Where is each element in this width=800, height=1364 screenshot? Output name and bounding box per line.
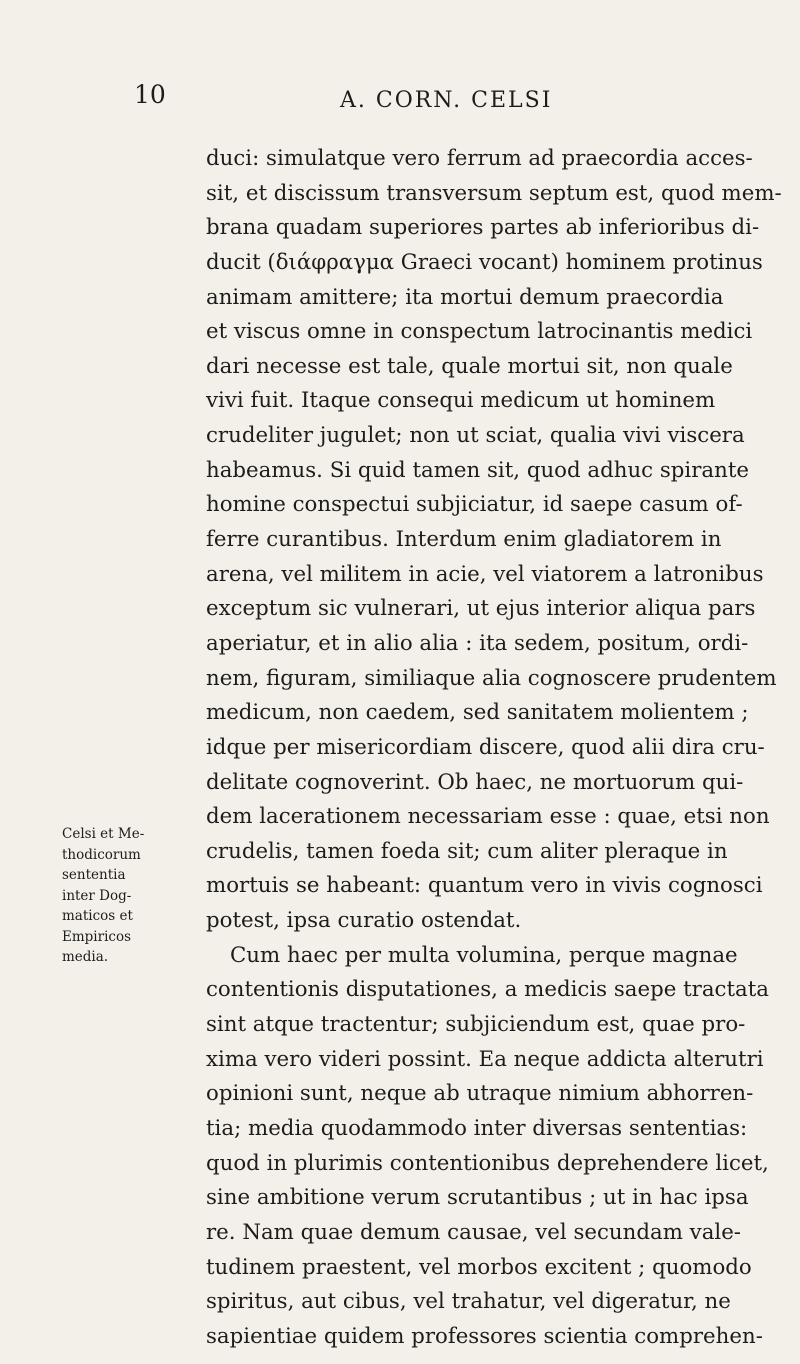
marginal-note [62, 824, 202, 968]
text-line: opinioni sunt, neque ab utraque nimium abhorren- [206, 1081, 754, 1107]
text-line: potest, ipsa curatio ostendat. [206, 908, 522, 934]
text-line: dari necesse est tale, quale mortui sit, non quale [206, 353, 733, 379]
marginal-note-line: Celsi et Me- [62, 826, 145, 842]
marginal-note-line: thodicorum [62, 846, 141, 863]
text-line: crudelis, tamen foeda sit; cum aliter pleraque in [206, 838, 728, 864]
text-line: sit, et discissum transversum septum est, quod mem- [206, 180, 782, 206]
text-line: ferre curantibus. Interdum enim gladiatorem in [206, 527, 722, 553]
marginal-note-line: sententia [62, 867, 126, 883]
text-line: tia; media quodammodo inter diversas sententias: [206, 1115, 748, 1141]
text-line: animam amittere; ita mortui demum praecordia [206, 284, 724, 310]
page-number: 10 [134, 80, 166, 109]
text-line: idque per misericordiam discere, quod alii dira cru- [206, 734, 765, 760]
text-line: delitate cognoverint. Ob haec, ne mortuorum qui- [206, 769, 744, 795]
text-line: mortuis se habeant: quantum vero in vivis cognosci [206, 873, 763, 899]
text-line: Cum haec per multa volumina, perque magnae [230, 942, 738, 968]
text-line: medicum, non caedem, sed sanitatem molientem ; [206, 700, 749, 726]
marginal-note-line: media. [62, 949, 109, 965]
text-line: quod in plurimis contentionibus deprehendere licet, [206, 1150, 769, 1176]
text-line: brana quadam superiores partes ab inferioribus di- [206, 215, 760, 241]
text-line: dem lacerationem necessariam esse : quae, etsi non [206, 804, 770, 830]
text-line: contentionis disputationes, a medicis saepe tractata [206, 977, 769, 1003]
text-line: arena, vel militem in acie, vel viatorem a latronibus [206, 561, 764, 587]
text-line: exceptum sic vulnerari, ut ejus interior aliqua pars [206, 596, 756, 622]
text-line: homine conspectui subjiciatur, id saepe casum of- [206, 492, 743, 518]
marginal-note-line: maticos et [62, 908, 133, 924]
text-line: tudinem praestent, vel morbos excitent ; quomodo [206, 1254, 752, 1280]
marginal-note-line: Empiricos [62, 928, 132, 945]
text-line: aperiatur, et in alio alia : ita sedem, positum, ordi- [206, 630, 749, 656]
text-line: ducit (διάφραγμα Graeci vocant) hominem protinus [206, 249, 763, 275]
text-line: re. Nam quae demum causae, vel secundam vale- [206, 1219, 742, 1245]
text-line: sint atque tractentur; subjiciendum est, quae pro- [206, 1012, 746, 1038]
text-line: sine ambitione verum scrutantibus ; ut in hac ipsa [206, 1185, 749, 1211]
text-line: spiritus, aut cibus, vel trahatur, vel digeratur, ne [206, 1289, 731, 1315]
text-line: crudeliter jugulet; non ut sciat, qualia vivi viscera [206, 423, 745, 449]
text-line: et viscus omne in conspectum latrocinantis medici [206, 319, 753, 345]
body-text [206, 142, 782, 1354]
text-line: xima vero videri possint. Ea neque addicta alterutri [206, 1046, 764, 1072]
text-line: duci: simulatque vero ferrum ad praecordia acces- [206, 146, 753, 171]
text-line: habeamus. Si quid tamen sit, quod adhuc spirante [206, 457, 749, 483]
text-line: sapientiae quidem professores scientia comprehen- [206, 1323, 763, 1349]
running-head: A. CORN. CELSI [340, 88, 553, 113]
text-line: vivi fuit. Itaque consequi medicum ut hominem [206, 388, 716, 414]
text-line: nem, figuram, similiaque alia cognoscere prudentem [206, 665, 777, 691]
marginal-note-line: inter Dog- [62, 887, 132, 904]
